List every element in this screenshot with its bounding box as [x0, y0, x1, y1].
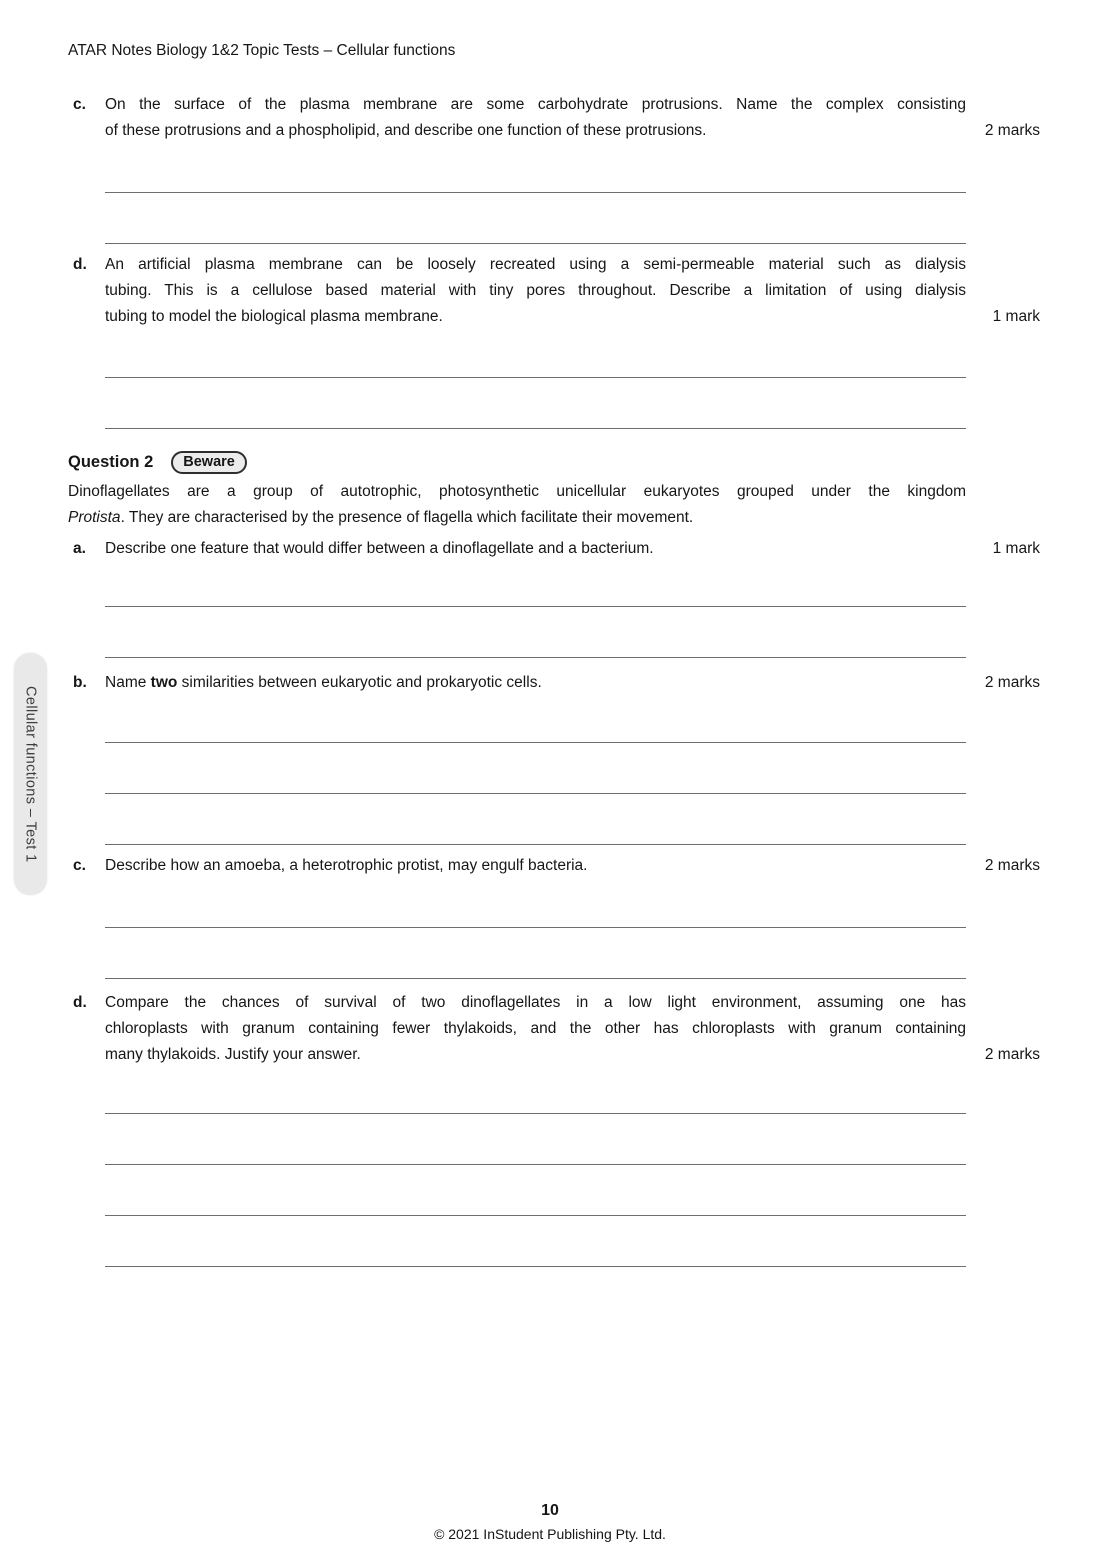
question-letter: b.: [73, 674, 87, 691]
chapter-side-tab: [14, 653, 47, 895]
question-text-line: Describe one feature that would differ between a dinoflagellate and a bacterium.: [105, 540, 654, 557]
question-letter: d.: [73, 256, 87, 273]
marks-label: 2 marks: [984, 857, 1040, 874]
answer-line: [105, 877, 966, 928]
answer-lines-q2d: [105, 1063, 966, 1267]
question2-heading: [68, 451, 247, 474]
answer-line: [105, 327, 966, 378]
answer-line: [105, 928, 966, 979]
question-text-line: of these protrusions and a phospholipid, and describe one function of these protrusions.: [105, 122, 707, 139]
answer-line: [105, 142, 966, 193]
marks-label: 1 mark: [992, 540, 1040, 557]
marks-label: 1 mark: [992, 308, 1040, 325]
answer-lines-q2a: [105, 556, 966, 658]
question2-part-d: [68, 990, 1040, 1068]
question-letter: c.: [73, 857, 86, 874]
question-text-line: chloroplasts with granum containing fewer thylakoids, and the other has chloroplasts with granum containing: [105, 1020, 966, 1037]
marks-label: 2 marks: [984, 674, 1040, 691]
question2-intro: [68, 479, 966, 531]
page-number: 10: [541, 1502, 559, 1519]
running-header: ATAR Notes Biology 1&2 Topic Tests – Cellular functions: [68, 42, 456, 59]
intro-italic-term: Protista: [68, 509, 121, 526]
chapter-side-tab-label: Cellular functions – Test 1: [22, 685, 39, 863]
answer-line: [105, 607, 966, 658]
question-text-line: many thylakoids. Justify your answer.: [105, 1046, 361, 1063]
question-text-line: On the surface of the plasma membrane are some carbohydrate protrusions. Name the complex consisting: [105, 96, 966, 113]
question-text-line: An artificial plasma membrane can be loosely recreated using a semi-permeable material such as dialysis: [105, 256, 966, 273]
question-text: [105, 853, 966, 879]
beware-badge: Beware: [171, 451, 247, 474]
question1-part-d: [68, 252, 1040, 330]
question-text-post: similarities between eukaryotic and prokaryotic cells.: [177, 674, 542, 691]
question-text-line: Compare the chances of survival of two dinoflagellates in a low light environment, assuming one has: [105, 994, 966, 1011]
answer-line: [105, 193, 966, 244]
question-letter: c.: [73, 96, 86, 113]
answer-lines-q2c: [105, 877, 966, 979]
answer-line: [105, 1165, 966, 1216]
answer-line: [105, 794, 966, 845]
question-text: [105, 252, 966, 330]
question-text-line: tubing to model the biological plasma membrane.: [105, 308, 443, 325]
answer-line: [105, 1114, 966, 1165]
question-text: [105, 990, 966, 1068]
answer-line: [105, 692, 966, 743]
question-text-pre: Name: [105, 674, 151, 691]
answer-line: [105, 743, 966, 794]
answer-lines-q1c: [105, 142, 966, 244]
intro-line: Dinoflagellates are a group of autotrophic, photosynthetic unicellular eukaryotes grouped under the kingdom: [68, 483, 966, 500]
question-text-line: tubing. This is a cellulose based material with tiny pores throughout. Describe a limitation of using dialysis: [105, 282, 966, 299]
answer-lines-q1d: [105, 327, 966, 429]
question-text-bold-term: two: [150, 674, 178, 691]
intro-line-rest: . They are characterised by the presence of flagella which facilitate their movement.: [120, 509, 694, 526]
question-text-line: Describe how an amoeba, a heterotrophic protist, may engulf bacteria.: [105, 857, 588, 874]
question2-title: Question 2: [68, 453, 154, 471]
answer-line: [105, 556, 966, 607]
marks-label: 2 marks: [984, 1046, 1040, 1063]
question-letter: a.: [73, 540, 86, 557]
intro-line: [68, 505, 966, 531]
question-letter: d.: [73, 994, 87, 1011]
copyright-notice: © 2021 InStudent Publishing Pty. Ltd.: [434, 1526, 666, 1542]
answer-line: [105, 1216, 966, 1267]
answer-line: [105, 1063, 966, 1114]
question-text: [105, 92, 966, 144]
marks-label: 2 marks: [984, 122, 1040, 139]
answer-lines-q2b: [105, 692, 966, 845]
question2-part-c: [68, 853, 1040, 879]
question1-part-c: [68, 92, 1040, 144]
answer-line: [105, 378, 966, 429]
